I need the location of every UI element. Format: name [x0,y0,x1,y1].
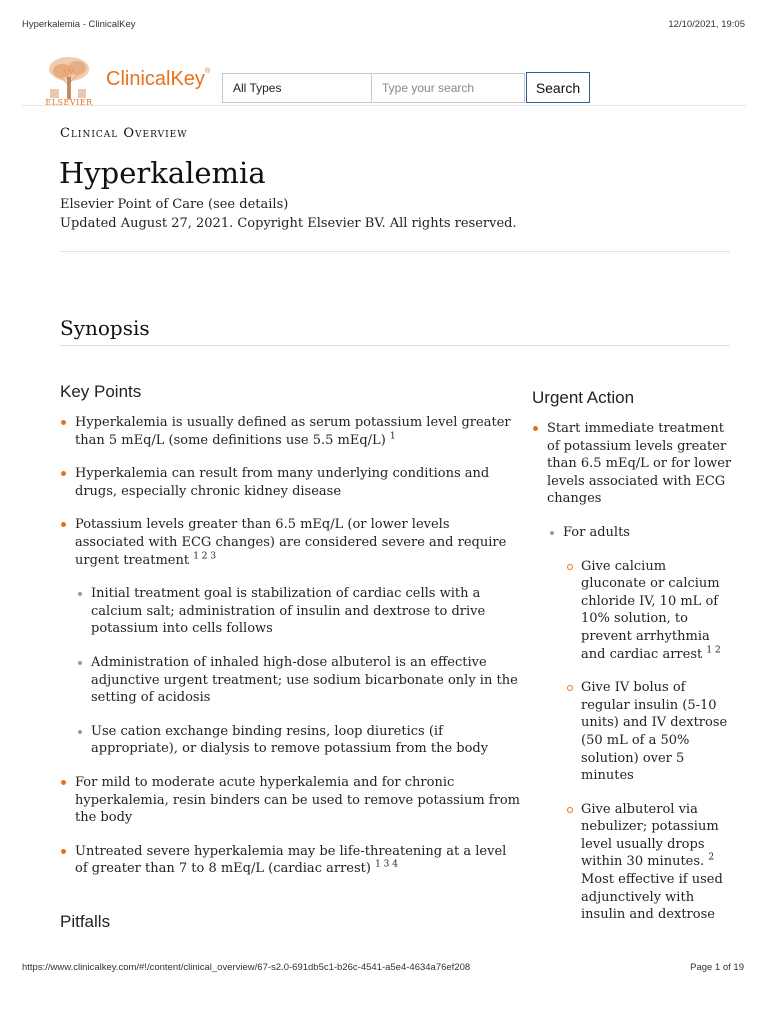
elsevier-wordmark: ELSEVIER [45,98,93,107]
key-points-section [60,382,522,894]
elsevier-tree-icon [40,55,98,99]
synopsis-heading: Synopsis [60,316,150,340]
list-item: Initial treatment goal is stabilization of cardiac cells with a calcium salt; administration of insulin and dextrose to drive potassium into cells follows [60,585,522,638]
reference-link[interactable]: 1 3 4 [375,859,398,870]
brand-name: ClinicalKey [106,68,205,90]
print-header-datetime: 12/10/2021, 19:05 [668,19,745,30]
pitfalls-heading: Pitfalls [60,912,111,931]
list-item: For mild to moderate acute hyperkalemia and for chronic hyperkalemia, resin binders can be used to remove potassium from the body [60,774,522,827]
clinicalkey-brand[interactable] [106,68,210,91]
content-type-select[interactable]: All Types [222,73,372,103]
search-input[interactable] [373,73,525,103]
list-item: Hyperkalemia can result from many underlying conditions and drugs, especially chronic kidney disease [60,465,522,500]
updated-line: Updated August 27, 2021. Copyright Elsevier BV. All rights reserved. [60,216,517,231]
reference-link[interactable]: 1 [389,431,396,442]
urgent-action-section [532,388,732,940]
registered-mark: ® [204,68,211,75]
list-item: Use cation exchange binding resins, loop diuretics (if appropriate), or dialysis to remove potassium from the body [60,723,522,758]
list-item: Start immediate treatment of potassium levels greater than 6.5 mEq/L or for lower levels associated with ECG changes [532,420,732,508]
print-header-title: Hyperkalemia - ClinicalKey [22,19,136,30]
source-line: Elsevier Point of Care (see details) [60,197,289,212]
search-button[interactable]: Search [526,72,590,103]
list-item: Potassium levels greater than 6.5 mEq/L (or lower levels associated with ECG changes) are considered severe and require urgent treatment $^{1 2 3}$ [60,516,522,569]
list-item: For adults [532,524,732,542]
list-item: Hyperkalemia is usually defined as serum potassium level greater than 5 mEq/L (some definitions use 5.5 mEq/L) $^1$ [60,414,522,449]
list-item: Give IV bolus of regular insulin (5-10 units) and IV dextrose (50 mL of a 50% solution) over 5 minutes [532,679,732,785]
header-divider [22,105,746,106]
page-title: Hyperkalemia [59,156,266,190]
divider [60,251,730,252]
reference-link[interactable]: 2 [708,853,715,864]
content-type-label: Clinical Overview [60,126,188,141]
list-item: Untreated severe hyperkalemia may be life-threatening at a level of greater than 7 to 8 mEq/L (cardiac arrest) $^{1 3 4}$ [60,843,522,878]
print-footer-url: https://www.clinicalkey.com/#!/content/clinical_overview/67-s2.0-691db5c1-b26c-4541-a5e4-4634a76ef208 [22,962,471,973]
divider [60,345,730,346]
reference-link[interactable]: 1 2 [706,645,721,656]
list-item: Give calcium gluconate or calcium chloride IV, 10 mL of 10% solution, to prevent arrhythmia and cardiac arrest $^{1 2}$ [532,558,732,664]
print-footer-page: Page 1 of 19 [690,962,744,973]
key-points-heading: Key Points [60,382,142,401]
elsevier-logo[interactable] [40,55,98,107]
key-points-list [60,414,522,878]
list-item: Give albuterol via nebulizer; potassium level usually drops within 30 minutes. $^2$ Most effective if used adjunctively with insulin and dextrose [532,801,732,924]
urgent-action-list [532,420,732,924]
list-item: Administration of inhaled high-dose albuterol is an effective adjunctive urgent treatment; use sodium bicarbonate only in the setting of acidosis [60,654,522,707]
urgent-action-heading: Urgent Action [532,388,635,407]
reference-link[interactable]: 1 2 3 [193,551,217,562]
